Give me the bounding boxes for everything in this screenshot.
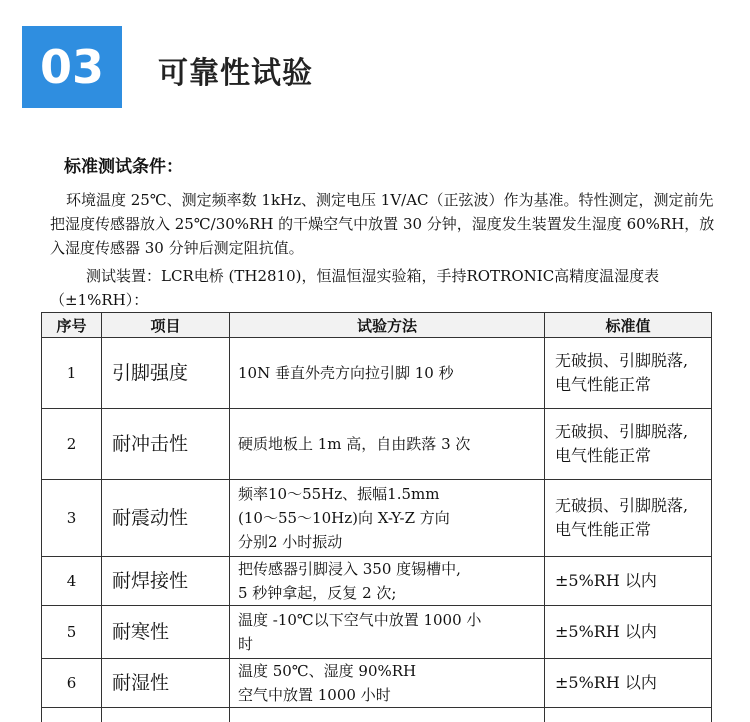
standard-line: 无破损、引脚脱落, (555, 420, 711, 444)
row-item: 引脚强度 (102, 338, 230, 409)
row-item: 耐湿性 (102, 659, 230, 708)
section-title: 可靠性试验 (158, 48, 313, 92)
method-line: 频率10～55Hz、振幅1.5mm (238, 482, 538, 506)
row-standard (545, 338, 712, 409)
row-index: 5 (42, 606, 102, 659)
reliability-test-table (41, 312, 712, 722)
table-row (42, 606, 712, 659)
standard-line: 无破损、引脚脱落, (555, 494, 711, 518)
section-number-badge: 03 (22, 26, 122, 108)
row-method (230, 659, 545, 708)
row-index: 1 (42, 338, 102, 409)
method-line: 10N 垂直外壳方向拉引脚 10 秒 (238, 361, 538, 385)
method-line: 时 (238, 632, 538, 656)
row-standard (545, 409, 712, 480)
row-item: 耐焊接性 (102, 557, 230, 606)
row-item: 耐冲击性 (102, 409, 230, 480)
row-method (230, 606, 545, 659)
row-method (230, 557, 545, 606)
method-line: (10～55～10Hz)向 X-Y-Z 方向 (238, 506, 538, 530)
row-item: 耐震动性 (102, 480, 230, 557)
method-line: 温度 -10℃以下空气中放置 1000 小 (238, 608, 538, 632)
row-method (230, 338, 545, 409)
header-standard: 标准值 (545, 313, 712, 338)
row-standard (545, 659, 712, 708)
method-line: 温度 50℃、湿度 90%RH (238, 659, 538, 683)
row-index: 6 (42, 659, 102, 708)
method-line: 硬质地板上 1m 高，自由跌落 3 次 (238, 432, 538, 456)
header-item: 项目 (102, 313, 230, 338)
table-row (42, 338, 712, 409)
row-item: 耐寒性 (102, 606, 230, 659)
standard-line: 无破损、引脚脱落, (555, 349, 711, 373)
row-method (230, 480, 545, 557)
standard-line: ±5%RH 以内 (555, 620, 711, 644)
standard-line: 电气性能正常 (555, 518, 711, 542)
header-index: 序号 (42, 313, 102, 338)
row-index: 2 (42, 409, 102, 480)
table-row (42, 557, 712, 606)
method-line: 空气中放置 1000 小时 (238, 683, 538, 707)
conditions-paragraph-1: 环境温度 25℃、测定频率数 1kHz、测定电压 1V/AC（正弦波）作为基准。特性测定，测定前先把湿度传感器放入 25℃/30%RH 的干燥空气中放置 30 分钟，湿度发生装置发生湿度 60%RH，放入湿度传感器 30 分钟后测定阻抗值。 (50, 188, 720, 260)
standard-line: ±5%RH 以内 (555, 671, 711, 695)
standard-line: ±5%RH 以内 (555, 569, 711, 593)
row-index: 4 (42, 557, 102, 606)
method-line: 分别2 小时振动 (238, 530, 538, 554)
standard-line: 电气性能正常 (555, 373, 711, 397)
row-standard (545, 557, 712, 606)
table-row (42, 409, 712, 480)
standard-line: 电气性能正常 (555, 444, 711, 468)
row-index: 3 (42, 480, 102, 557)
header-method: 试验方法 (230, 313, 545, 338)
table-row (42, 659, 712, 708)
row-standard (545, 480, 712, 557)
method-line: 5 秒钟拿起，反复 2 次; (238, 581, 538, 605)
row-standard (545, 606, 712, 659)
table-header-row (42, 313, 712, 338)
conditions-paragraph-2: 测试装置：LCR电桥 (TH2810)，恒温恒湿实验箱，手持ROTRONIC高精度温湿度表（±1%RH）： (50, 264, 720, 312)
conditions-title: 标准测试条件： (64, 152, 183, 177)
table-row (42, 480, 712, 557)
method-line: 把传感器引脚浸入 350 度锡槽中, (238, 557, 538, 581)
row-method (230, 409, 545, 480)
